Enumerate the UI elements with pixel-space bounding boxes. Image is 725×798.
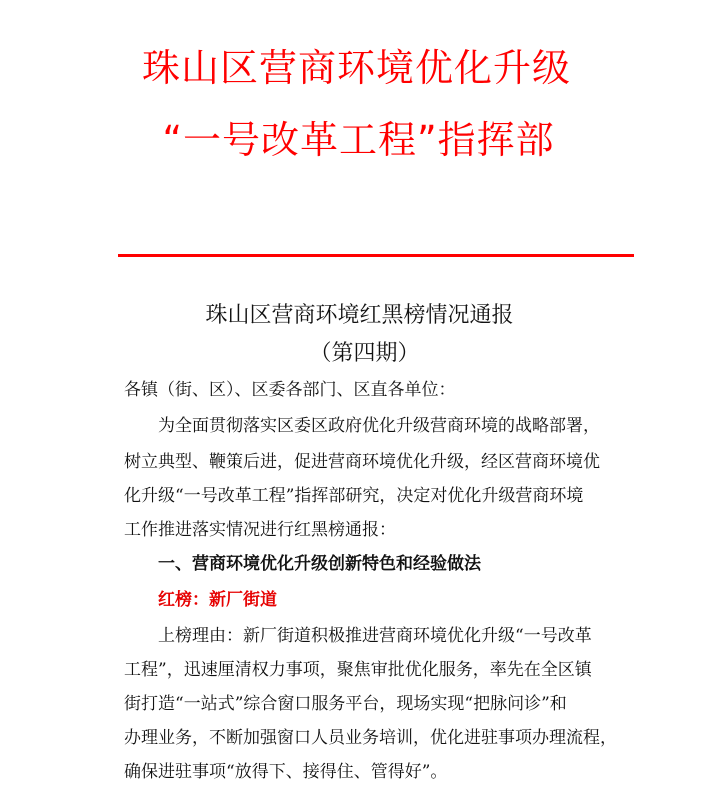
issuing-office-title-line-2: “一号改革工程”指挥部 — [162, 118, 555, 162]
issuing-office-title-line-1: 珠山区营商环境优化升级 — [141, 46, 571, 90]
intro-line-1: 为全面贯彻落实区委区政府优化升级营商环境的战略部署， — [158, 416, 600, 436]
reason-line-1: 上榜理由：新厂街道积极推进营商环境优化升级“一号改革 — [158, 626, 592, 646]
salutation: 各镇（街、区）、区委各部门、区直各单位： — [124, 380, 456, 400]
red-list-label: 红榜：新厂街道 — [158, 590, 277, 610]
intro-line-2: 树立典型、鞭策后进，促进营商环境优化升级，经区营商环境优 — [124, 452, 600, 472]
intro-line-4: 工作推进落实情况进行红黑榜通报： — [124, 520, 396, 540]
reason-line-3: 街打造“一站式”综合窗口服务平台，现场实现“把脉问诊”和 — [124, 694, 567, 714]
reason-line-5: 确保进驻事项“放得下、接得住、管得好”。 — [124, 762, 448, 782]
reason-line-4: 办理业务，不断加强窗口人员业务培训，优化进驻事项办理流程， — [124, 728, 617, 748]
document-title: 珠山区营商环境红黑榜情况通报 — [205, 303, 514, 328]
document-issue-number: （第四期） — [309, 341, 420, 366]
section-heading-1: 一、营商环境优化升级创新特色和经验做法 — [158, 554, 481, 574]
intro-line-3: 化升级“一号改革工程”指挥部研究，决定对优化升级营商环境 — [124, 486, 584, 506]
reason-line-2: 工程”，迅速厘清权力事项，聚焦审批优化服务，率先在全区镇 — [124, 660, 592, 680]
red-divider-rule — [118, 254, 634, 257]
